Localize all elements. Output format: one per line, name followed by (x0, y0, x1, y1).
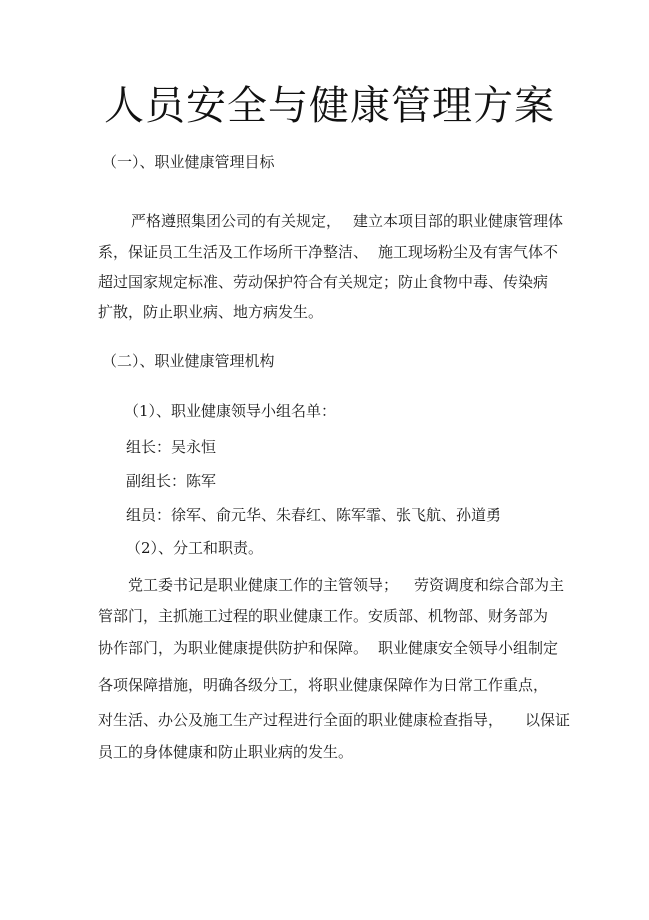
paragraph-line: 系，保证员工生活及工作场所干净整洁、 施工现场粉尘及有害气体不 (98, 243, 559, 261)
members-line: 组员：徐军、俞元华、朱春红、陈军霏、张飞航、孙道勇 (126, 506, 502, 524)
paragraph-line: 扩散，防止职业病、地方病发生。 (98, 303, 324, 321)
subsection-heading-duties: （2）、分工和职责。 (126, 539, 264, 557)
deputy-leader-line: 副组长：陈军 (126, 472, 217, 490)
paragraph-line: 协作部门，为职业健康提供防护和保障。 职业健康安全领导小组制定 (98, 639, 559, 657)
paragraph-line: 员工的身体健康和防止职业病的发生。 (98, 743, 354, 761)
subsection-heading-members-list: （1）、职业健康领导小组名单： (124, 402, 337, 420)
section-heading-goals: （一）、职业健康管理目标 (102, 153, 275, 171)
paragraph-line: 严格遵照集团公司的有关规定， 建立本项目部的职业健康管理体 (131, 212, 564, 230)
section-heading-organization: （二）、职业健康管理机构 (102, 352, 275, 370)
paragraph-line: 各项保障措施，明确各级分工，将职业健康保障作为日常工作重点， (98, 676, 549, 694)
paragraph-line: 超过国家规定标准、劳动保护符合有关规定；防止食物中毒、传染病 (98, 273, 549, 291)
leader-line: 组长：吴永恒 (126, 438, 217, 456)
paragraph-line: 管部门，主抓施工过程的职业健康工作。安质部、机物部、财务部为 (98, 607, 549, 625)
document-title: 人员安全与健康管理方案 (104, 83, 555, 129)
paragraph-line: 党工委书记是职业健康工作的主管领导； 劳资调度和综合部为主 (128, 576, 565, 594)
paragraph-line: 对生活、办公及施工生产过程进行全面的职业健康检查指导， 以保证 (98, 711, 571, 729)
